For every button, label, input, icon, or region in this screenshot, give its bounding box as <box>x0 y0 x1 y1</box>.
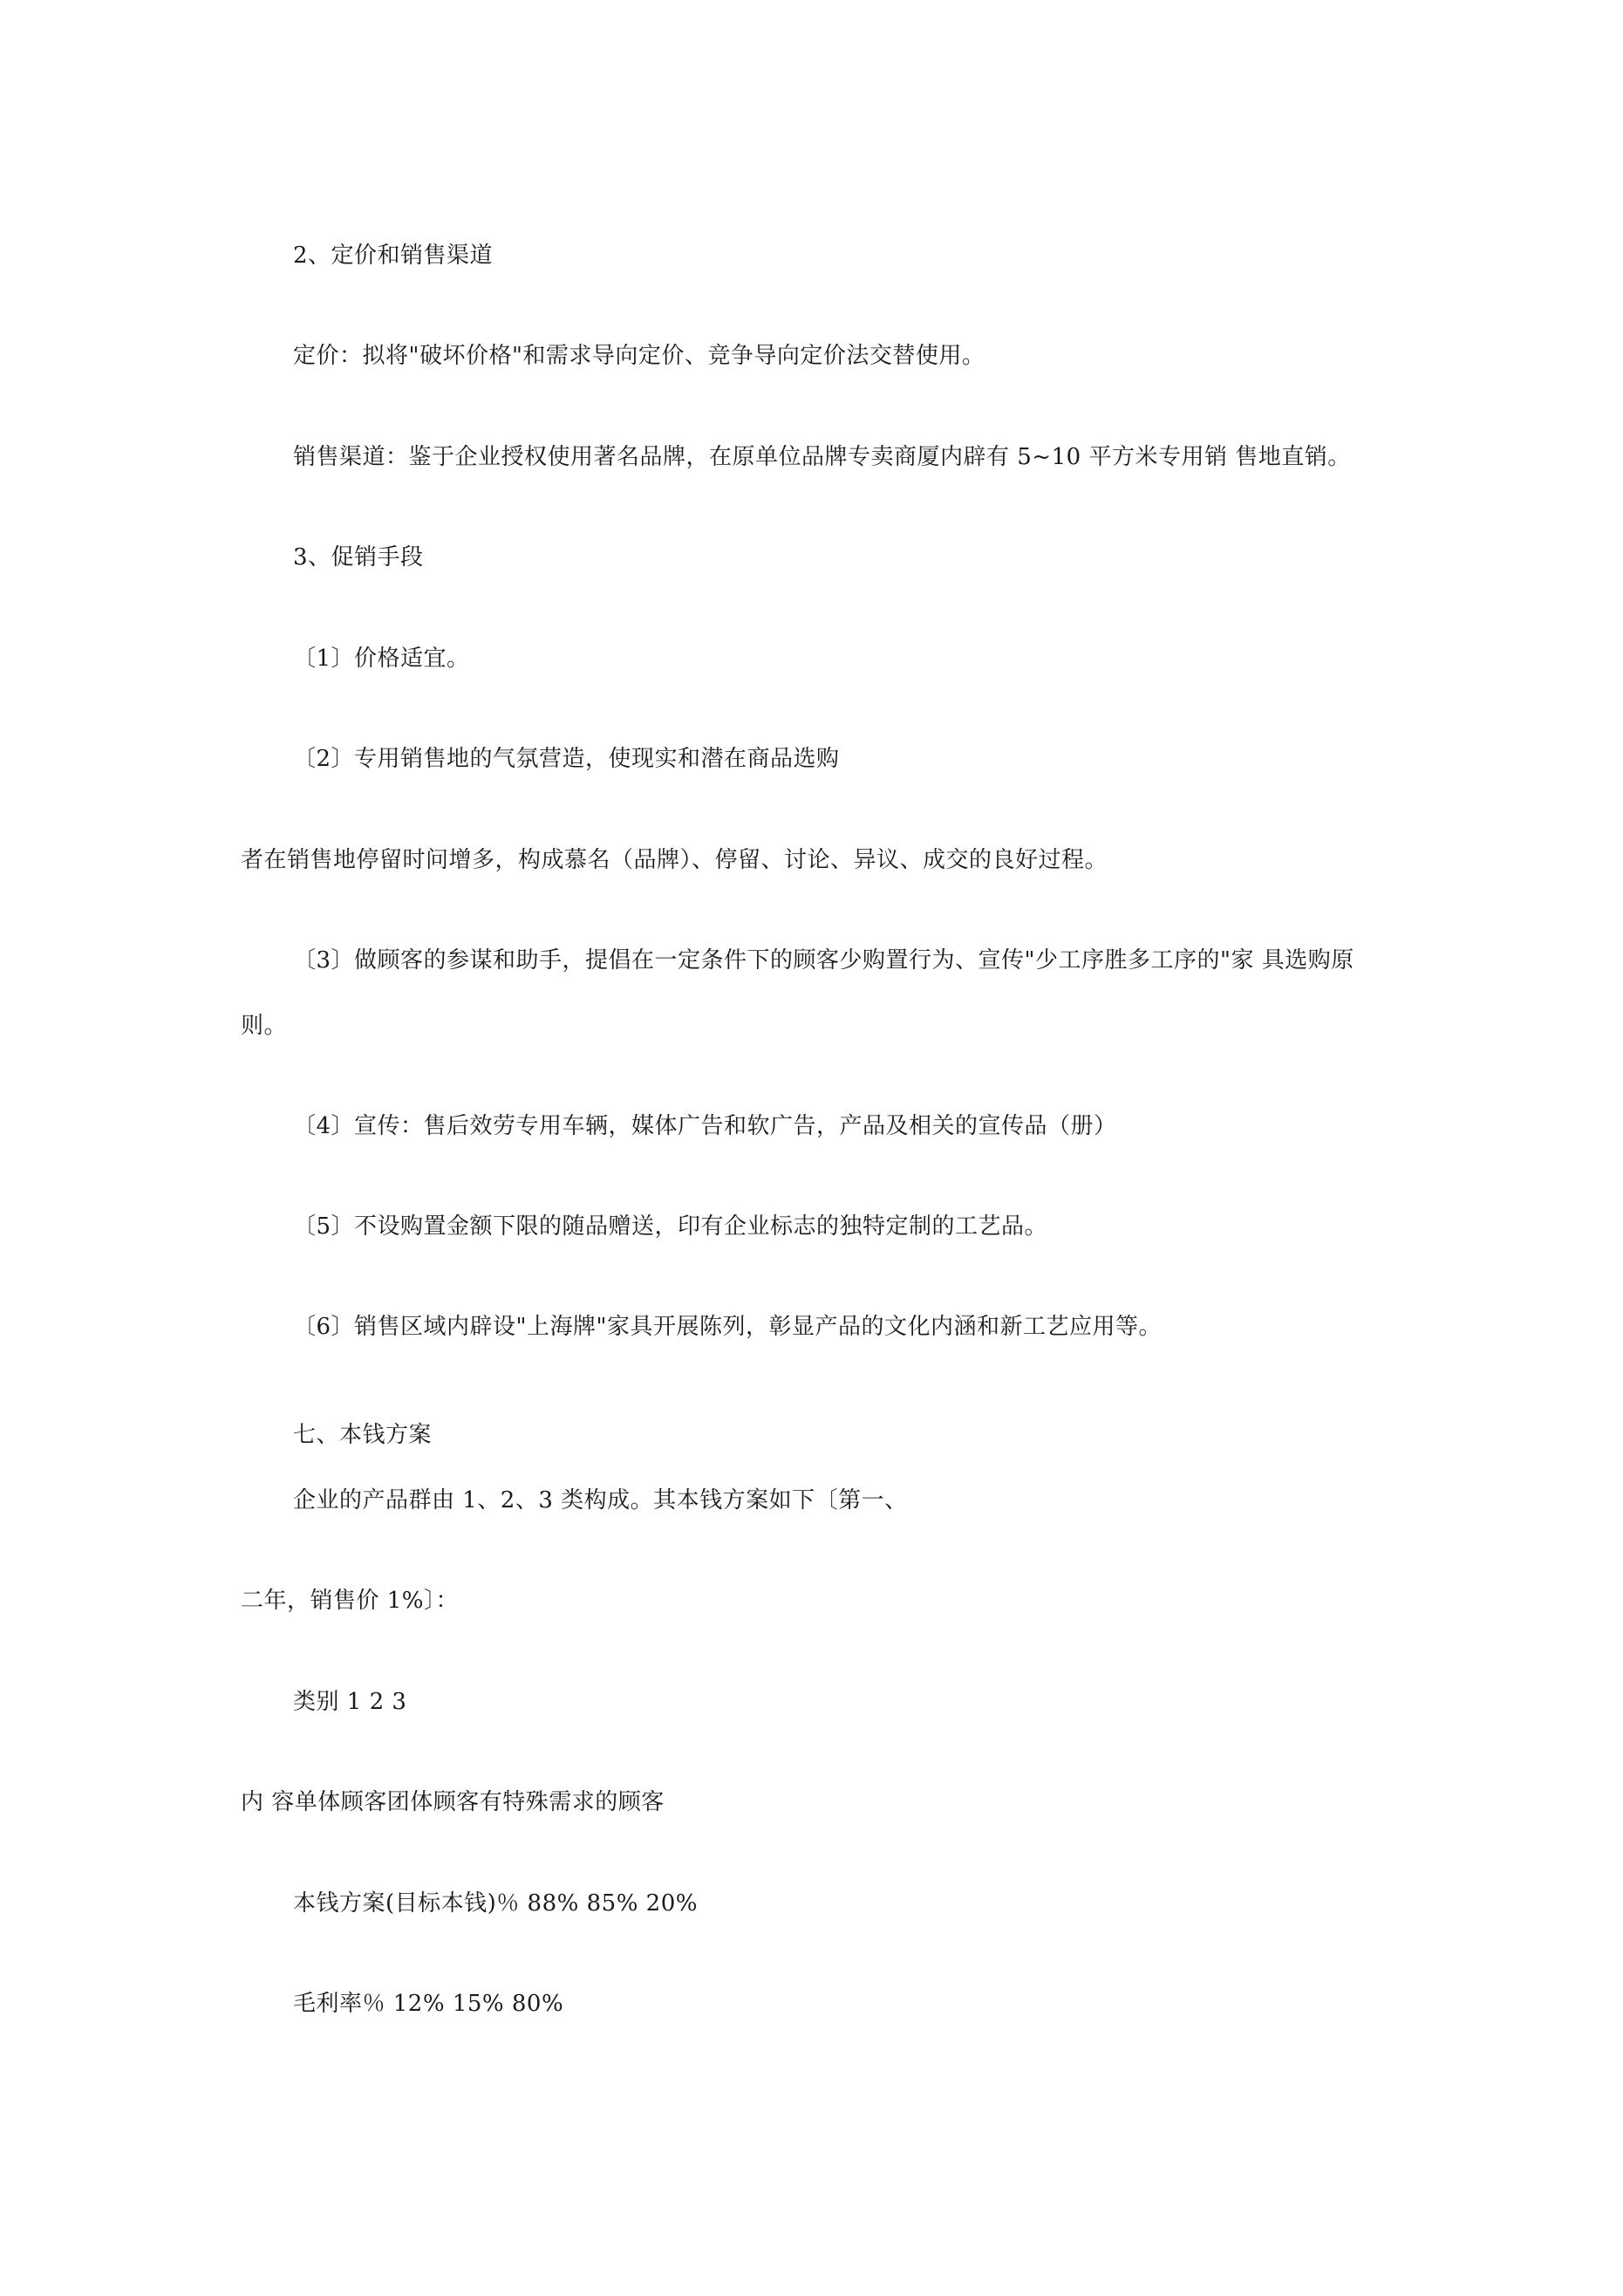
list-item-4: 〔4〕宣传：售后效劳专用车辆，媒体广告和软广告，产品及相关的宣传品（册） <box>293 1113 1117 1139</box>
section-heading-pricing-channels: 2、定价和销售渠道 <box>293 243 494 269</box>
section-heading-cost-plan: 七、本钱方案 <box>293 1422 433 1448</box>
table-row-cost-plan: 本钱方案(目标本钱)％ 88% 85% 20% <box>293 1890 698 1917</box>
table-row-gross-margin: 毛利率％ 12% 15% 80% <box>293 1991 564 2017</box>
list-item-2: 〔2〕专用销售地的气氛营造，使现实和潜在商品选购 <box>293 746 840 772</box>
paragraph-cost-plan: 企业的产品群由 1、2、3 类构成。其本钱方案如下〔第一、 <box>293 1487 908 1514</box>
section-heading-promotion: 3、促销手段 <box>293 544 424 571</box>
paragraph-cost-plan-continuation: 二年，销售价 1%〕： <box>241 1588 460 1614</box>
paragraph-sales-channel: 销售渠道：鉴于企业授权使用著名品牌，在原单位品牌专卖商厦内辟有 5~10 平方米专用销 售地直销。 <box>293 444 1351 470</box>
list-item-3: 〔3〕做顾客的参谋和助手，提倡在一定条件下的顾客少购置行为、宣传"少工序胜多工序的"家 具选购原 <box>293 947 1354 974</box>
list-item-2-continuation: 者在销售地停留时问增多，构成慕名（品牌）、停留、讨论、异议、成交的良好过程。 <box>241 847 1108 873</box>
list-item-5: 〔5〕不设购置金额下限的随品赠送，印有企业标志的独特定制的工艺品。 <box>293 1213 1048 1240</box>
table-row-content: 内 容单体顾客团体顾客有特殊需求的顾客 <box>241 1789 665 1815</box>
table-row-category: 类别 1 2 3 <box>293 1689 407 1715</box>
list-item-1: 〔1〕价格适宜。 <box>293 646 470 672</box>
list-item-3-continuation: 则。 <box>241 1013 288 1039</box>
list-item-6: 〔6〕销售区域内辟设"上海牌"家具开展陈列，彰显产品的文化内涵和新工艺应用等。 <box>293 1314 1162 1340</box>
paragraph-pricing: 定价：拟将"破坏价格"和需求导向定价、竞争导向定价法交替使用。 <box>293 343 985 369</box>
